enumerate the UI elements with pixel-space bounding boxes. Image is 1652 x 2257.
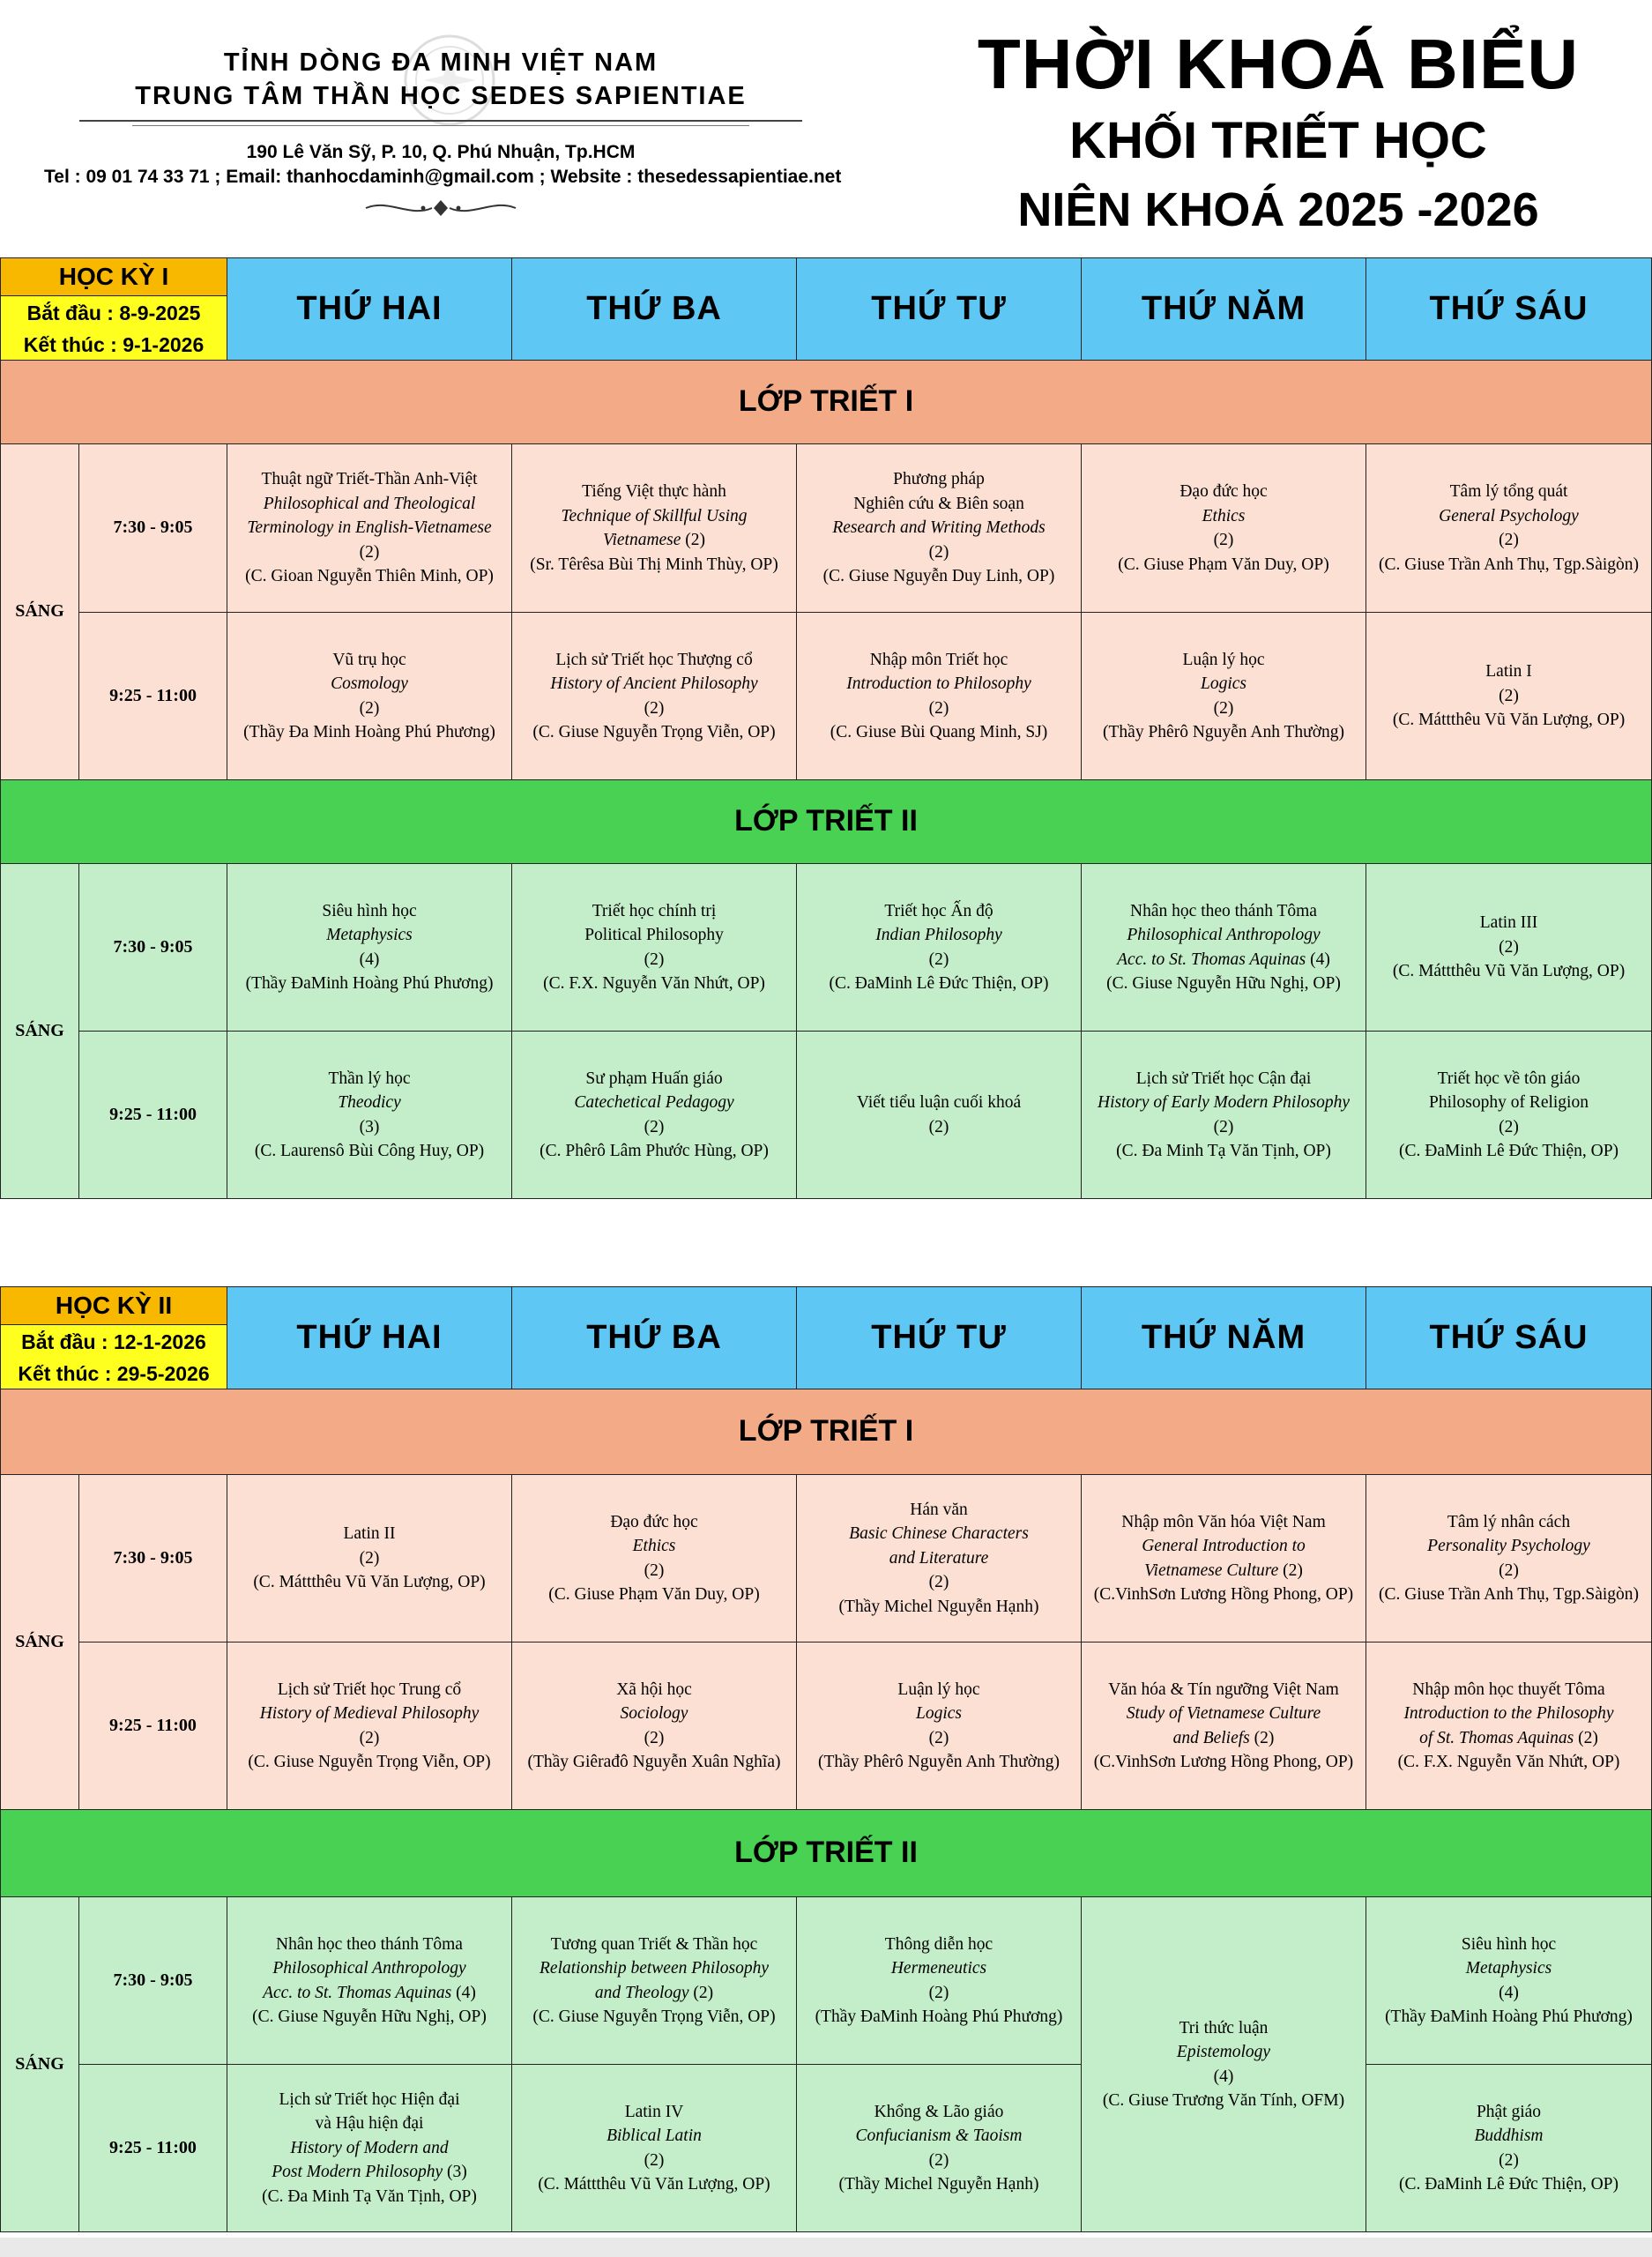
- course-cell: [227, 613, 512, 780]
- time-slot-2: 9:25 - 11:00: [79, 1642, 227, 1810]
- course-name: Nhân học theo thánh Tôma: [1130, 901, 1317, 920]
- page-title: THỜI KHOÁ BIỂU: [977, 25, 1580, 103]
- course-cell: [227, 1475, 512, 1642]
- day-header-thursday: THỨ NĂM: [1082, 258, 1366, 361]
- course-cell: [227, 1897, 512, 2065]
- course-credits: (4): [1306, 950, 1330, 969]
- course-name: Lịch sử Triết học Thượng cổ: [555, 650, 753, 669]
- course-credits: (4): [1213, 2067, 1234, 2086]
- page-subtitle: KHỐI TRIẾT HỌC: [1069, 112, 1487, 169]
- course-credits: (2): [1249, 1728, 1275, 1747]
- course-instructor: (C. Máttthêu Vũ Văn Lượng, OP): [1392, 711, 1626, 730]
- org-province: TỈNH DÒNG ĐA MINH VIỆT NAM: [223, 48, 659, 77]
- class-band-triet-2: LỚP TRIẾT II: [1, 780, 1652, 864]
- course-name: Lịch sử Triết học Hiện đại: [279, 2089, 460, 2109]
- table-row: [1, 1475, 1652, 1642]
- course-credits: (2): [688, 1983, 714, 2002]
- course-name: Viết tiểu luận cuối khoá: [856, 1093, 1022, 1112]
- course-credits: (2): [928, 2150, 949, 2170]
- course-instructor: (C. F.X. Nguyễn Văn Nhứt, OP): [1397, 1753, 1620, 1771]
- course-english: Post Modern Philosophy: [272, 2163, 443, 2182]
- course-english: Cosmology: [331, 674, 408, 693]
- course-name: Xã hội học: [616, 1680, 692, 1699]
- table-row: [1, 1032, 1652, 1199]
- course-credits: (4): [451, 1983, 476, 2002]
- course-english: Sociology: [620, 1704, 688, 1723]
- course-english: Philosophy of Religion: [1429, 1093, 1589, 1112]
- course-cell: [227, 1642, 512, 1810]
- course-instructor: (C. Máttthêu Vũ Văn Lượng, OP): [1392, 962, 1626, 981]
- course-instructor: (C.VinhSơn Lương Hồng Phong, OP): [1093, 1753, 1354, 1771]
- course-credits: (2): [681, 531, 706, 549]
- time-slot-1: 7:30 - 9:05: [79, 864, 227, 1032]
- course-name: Đạo đức học: [610, 1512, 698, 1531]
- course-english: General Psychology: [1439, 506, 1579, 525]
- day-header-friday: THỨ SÁU: [1366, 1287, 1652, 1389]
- course-name: Nhập môn Văn hóa Việt Nam: [1121, 1512, 1326, 1531]
- course-english: Acc. to St. Thomas Aquinas: [1117, 950, 1306, 969]
- course-english: Catechetical Pedagogy: [574, 1093, 734, 1112]
- course-english: Introduction to Philosophy: [846, 674, 1031, 693]
- course-credits: (2): [1499, 686, 1519, 705]
- course-name: Triết học về tôn giáo: [1437, 1069, 1581, 1088]
- course-credits: (2): [1499, 937, 1519, 957]
- semester-start: Bắt đầu : 12-1-2026: [21, 1330, 206, 1353]
- tel-label: Tel :: [44, 167, 86, 187]
- course-name: Tâm lý tổng quát: [1449, 482, 1568, 501]
- course-instructor: (Sr. Têrêsa Bùi Thị Minh Thùy, OP): [530, 555, 778, 574]
- course-cell: [512, 1642, 797, 1810]
- course-instructor: (Thầy Michel Nguyễn Hạnh): [838, 1597, 1039, 1616]
- course-instructor: (C. Giuse Nguyễn Trọng Viễn, OP): [532, 723, 776, 741]
- time-slot-2: 9:25 - 11:00: [79, 613, 227, 780]
- course-english: History of Modern and: [290, 2138, 449, 2157]
- time-slot-2: 9:25 - 11:00: [79, 1032, 227, 1199]
- course-cell: [227, 864, 512, 1032]
- time-slot-1: 7:30 - 9:05: [79, 444, 227, 613]
- course-instructor: (C. Giuse Bùi Quang Minh, SJ): [830, 723, 1048, 741]
- class-band-triet-1: LỚP TRIẾT I: [1, 1389, 1652, 1475]
- course-instructor: (C. Gioan Nguyễn Thiên Minh, OP): [245, 567, 494, 586]
- class-band-triet-1: LỚP TRIẾT I: [1, 361, 1652, 444]
- course-name: Nhân học theo thánh Tôma: [276, 1934, 463, 1954]
- course-cell: [1366, 1475, 1652, 1642]
- course-name: Nhập môn Triết học: [869, 650, 1008, 669]
- session-label: SÁNG: [1, 1475, 79, 1810]
- course-credits: (2): [359, 542, 380, 562]
- course-credits: (2): [928, 698, 949, 718]
- course-instructor: (Thầy Phêrô Nguyễn Anh Thường): [1103, 723, 1344, 741]
- course-instructor: (C. Giuse Phạm Văn Duy, OP): [548, 1585, 760, 1604]
- course-credits: (2): [644, 1728, 665, 1747]
- course-english: Philosophical Anthropology: [272, 1959, 466, 1978]
- course-credits: (3): [443, 2163, 467, 2182]
- course-cell: [1082, 613, 1366, 780]
- course-instructor: (C. Giuse Nguyễn Trọng Viễn, OP): [532, 2007, 776, 2026]
- semester-label: HỌC KỲ I: [1, 258, 227, 296]
- course-credits: (2): [928, 950, 949, 969]
- tel-number: 09 01 74 33 71: [86, 167, 210, 187]
- course-instructor: (C. ĐaMinh Lê Đức Thiện, OP): [1398, 2175, 1619, 2194]
- day-header-wednesday: THỨ TƯ: [797, 258, 1082, 361]
- course-instructor: (C. Laurensô Bùi Công Huy, OP): [254, 1142, 485, 1160]
- page-footer-strip: [0, 2238, 1652, 2257]
- course-credits: (2): [1213, 531, 1234, 549]
- course-credits: (4): [359, 950, 380, 969]
- course-credits: (2): [1499, 531, 1519, 549]
- course-name: Hán văn: [910, 1500, 968, 1519]
- course-english: Indian Philosophy: [875, 926, 1002, 944]
- time-slot-1: 7:30 - 9:05: [79, 1475, 227, 1642]
- website-label: ; Website :: [533, 167, 638, 187]
- course-name: Luận lý học: [897, 1680, 980, 1699]
- course-cell: [1366, 2065, 1652, 2232]
- course-instructor: (Thầy ĐaMinh Hoàng Phú Phương): [1385, 2007, 1633, 2026]
- course-cell: [512, 2065, 797, 2232]
- course-credits: (3): [359, 1117, 380, 1136]
- course-name: Lịch sử Triết học Trung cổ: [277, 1680, 462, 1699]
- course-name: Triết học chính trị: [592, 901, 717, 920]
- course-cell: [1366, 613, 1652, 780]
- course-cell: [227, 2065, 512, 2232]
- course-name: Văn hóa & Tín ngưỡng Việt Nam: [1108, 1680, 1339, 1699]
- course-english: Research and Writing Methods: [832, 518, 1046, 538]
- course-name: Khổng & Lão giáo: [874, 2102, 1004, 2121]
- course-english: Theodicy: [338, 1093, 401, 1112]
- course-cell: [1366, 1642, 1652, 1810]
- time-slot-1: 7:30 - 9:05: [79, 1897, 227, 2065]
- course-english: History of Medieval Philosophy: [259, 1704, 480, 1723]
- course-name: Tiếng Việt thực hành: [582, 482, 726, 501]
- course-credits: (2): [1278, 1561, 1303, 1580]
- day-header-monday: THỨ HAI: [227, 1287, 512, 1389]
- course-name: Tâm lý nhân cách: [1447, 1512, 1571, 1531]
- course-cell: [1366, 1897, 1652, 2065]
- course-credits: (4): [1499, 1983, 1519, 2002]
- course-name: Latin III: [1479, 913, 1538, 933]
- course-credits: (2): [928, 1728, 949, 1747]
- course-english: Vietnamese: [602, 531, 681, 549]
- course-instructor: (C. Giuse Trần Anh Thụ, Tgp.Sàigòn): [1378, 1585, 1640, 1604]
- course-instructor: (Thầy Phêrô Nguyễn Anh Thường): [818, 1753, 1060, 1771]
- course-name: Thông diễn học: [884, 1934, 993, 1954]
- course-credits: (2): [928, 1117, 949, 1136]
- course-instructor: (C. Máttthêu Vũ Văn Lượng, OP): [253, 1573, 486, 1592]
- day-header-friday: THỨ SÁU: [1366, 258, 1652, 361]
- course-instructor: (Thầy Michel Nguyễn Hạnh): [838, 2175, 1039, 2194]
- course-english: Epistemology: [1176, 2043, 1271, 2061]
- course-english: Philosophical and Theological: [263, 494, 476, 513]
- divider: [79, 120, 802, 122]
- course-instructor: (C. ĐaMinh Lê Đức Thiện, OP): [1398, 1142, 1619, 1160]
- day-header-wednesday: THỨ TƯ: [797, 1287, 1082, 1389]
- course-name: Thuật ngữ Triết-Thần Anh-Việt: [261, 470, 478, 489]
- table-row: [1, 1897, 1652, 2065]
- course-english: Logics: [1201, 674, 1247, 693]
- course-english: Terminology in English-Vietnamese: [247, 518, 492, 538]
- course-instructor: (Thầy ĐaMinh Hoàng Phú Phương): [245, 974, 494, 993]
- course-english: Introduction to the Philosophy: [1403, 1704, 1614, 1723]
- course-english: Metaphysics: [326, 926, 413, 944]
- semester-start: Bắt đầu : 8-9-2025: [26, 302, 201, 324]
- course-credits: (2): [359, 1728, 380, 1747]
- course-credits: (2): [1574, 1728, 1598, 1747]
- course-cell: [1082, 1475, 1366, 1642]
- website-address: thesedessapientiae.net: [637, 167, 842, 187]
- course-instructor: (C. Giuse Nguyễn Hữu Nghị, OP): [252, 2007, 487, 2026]
- session-label: SÁNG: [1, 444, 79, 780]
- course-instructor: (C. F.X. Nguyễn Văn Nhứt, OP): [543, 974, 765, 993]
- course-instructor: (C. Phêrô Lâm Phước Hùng, OP): [540, 1142, 769, 1160]
- course-name: Latin II: [343, 1524, 396, 1544]
- course-instructor: (C. Giuse Nguyễn Hữu Nghị, OP): [1106, 974, 1341, 993]
- course-english: Confucianism & Taoism: [855, 2127, 1023, 2145]
- course-english: and Literature: [889, 1548, 989, 1568]
- course-name: Luận lý học: [1182, 650, 1265, 669]
- course-cell: [797, 2065, 1082, 2232]
- course-credits: (2): [644, 1117, 665, 1136]
- course-name: Phật giáo: [1476, 2102, 1542, 2121]
- course-english: Study of Vietnamese Culture: [1126, 1704, 1321, 1723]
- table-row: [1, 613, 1652, 780]
- course-instructor: (Thầy ĐaMinh Hoàng Phú Phương): [815, 2007, 1063, 2026]
- course-instructor: (C. Máttthêu Vũ Văn Lượng, OP): [538, 2175, 770, 2194]
- course-english: Buddhism: [1474, 2127, 1544, 2145]
- table-row: [1, 2065, 1652, 2232]
- course-instructor: (C. Giuse Phạm Văn Duy, OP): [1118, 555, 1329, 574]
- course-english: Hermeneutics: [890, 1959, 987, 1978]
- course-english: History of Early Modern Philosophy: [1098, 1093, 1350, 1112]
- course-name: Sư phạm Huấn giáo: [585, 1069, 723, 1088]
- course-cell: [1082, 1642, 1366, 1810]
- day-header-monday: THỨ HAI: [227, 258, 512, 361]
- course-english: Biblical Latin: [606, 2127, 702, 2145]
- course-credits: (2): [1499, 1117, 1519, 1136]
- course-english: Technique of Skillful Using: [561, 506, 748, 525]
- course-credits: (2): [928, 1573, 949, 1592]
- contact-line: [44, 165, 842, 190]
- course-instructor: (C.VinhSơn Lương Hồng Phong, OP): [1093, 1585, 1354, 1604]
- course-credits: (2): [359, 1548, 380, 1568]
- course-instructor: (C. Đa Minh Tạ Văn Tịnh, OP): [1116, 1142, 1331, 1160]
- course-name: Vũ trụ học: [332, 650, 406, 669]
- course-name: Siêu hình học: [1461, 1934, 1557, 1954]
- email-address: thanhocdaminh@gmail.com: [286, 167, 534, 187]
- course-instructor: (C. Giuse Nguyễn Trọng Viễn, OP): [248, 1753, 491, 1771]
- table-row: [1, 864, 1652, 1032]
- course-credits: (2): [1213, 698, 1234, 718]
- org-center: TRUNG TÂM THẦN HỌC SEDES SAPIENTIAE: [135, 82, 747, 110]
- semester-end: Kết thúc : 9-1-2026: [23, 333, 205, 356]
- session-label: SÁNG: [1, 864, 79, 1199]
- course-cell: [1366, 444, 1652, 613]
- course-name: Lịch sử Triết học Cận đại: [1135, 1069, 1312, 1088]
- table-row: [1, 1642, 1652, 1810]
- course-english: Logics: [915, 1704, 962, 1723]
- course-name: Phương pháp: [893, 470, 985, 489]
- course-name: Tương quan Triết & Thần học: [550, 1934, 758, 1954]
- session-label: SÁNG: [1, 1897, 79, 2232]
- course-name: Triết học Ấn độ: [884, 901, 993, 920]
- semester-label: HỌC KỲ II: [1, 1287, 227, 1325]
- day-header-thursday: THỨ NĂM: [1082, 1287, 1366, 1389]
- course-english: Metaphysics: [1465, 1959, 1552, 1978]
- course-credits: (2): [644, 2150, 665, 2170]
- course-cell: [512, 613, 797, 780]
- class-band-triet-2: LỚP TRIẾT II: [1, 1810, 1652, 1897]
- course-cell: [1082, 1897, 1366, 2232]
- course-instructor: (C. ĐaMinh Lê Đức Thiện, OP): [829, 974, 1049, 993]
- course-credits: (2): [928, 1983, 949, 2002]
- page-header: [0, 0, 1652, 257]
- course-credits: (2): [644, 950, 665, 969]
- course-cell: [797, 1475, 1082, 1642]
- course-cell: [512, 1032, 797, 1199]
- course-english: Philosophical Anthropology: [1127, 926, 1321, 944]
- course-cell: [227, 1032, 512, 1199]
- course-cell: [1082, 444, 1366, 613]
- course-instructor: (C. Giuse Nguyễn Duy Linh, OP): [822, 567, 1055, 586]
- course-name: Thần lý học: [328, 1069, 411, 1088]
- course-cell: [512, 1475, 797, 1642]
- course-credits: (2): [359, 698, 380, 718]
- course-english: Basic Chinese Characters: [849, 1524, 1029, 1544]
- course-english: History of Ancient Philosophy: [550, 674, 758, 693]
- course-cell: [797, 1897, 1082, 2065]
- course-name: Latin IV: [624, 2102, 684, 2121]
- course-english: of St. Thomas Aquinas: [1419, 1728, 1574, 1747]
- course-instructor: (Thầy Giêrađô Nguyễn Xuân Nghĩa): [527, 1753, 781, 1771]
- divider: [132, 125, 749, 126]
- course-cell: [512, 444, 797, 613]
- schedule-title-block: [917, 25, 1640, 243]
- course-english: Acc. to St. Thomas Aquinas: [263, 1983, 452, 2002]
- course-cell: [797, 1642, 1082, 1810]
- semester-2-table: [0, 1286, 1652, 2232]
- course-credits: (2): [1213, 1117, 1234, 1136]
- course-credits: (2): [1499, 2150, 1519, 2170]
- course-instructor: (C. Đa Minh Tạ Văn Tịnh, OP): [262, 2186, 477, 2206]
- course-cell: [1082, 864, 1366, 1032]
- time-slot-2: 9:25 - 11:00: [79, 2065, 227, 2232]
- course-cell: [1366, 864, 1652, 1032]
- course-cell: [797, 864, 1082, 1032]
- course-instructor: (Thầy Đa Minh Hoàng Phú Phương): [243, 723, 495, 741]
- course-cell: [1366, 1032, 1652, 1199]
- ornament-icon: [361, 197, 520, 220]
- course-cell: [797, 1032, 1082, 1199]
- course-name: và Hậu hiện đại: [315, 2114, 424, 2134]
- semester-info: [1, 1287, 227, 1389]
- email-label: ; Email:: [209, 167, 287, 187]
- course-instructor: (C. Giuse Trương Văn Tính, OFM): [1102, 2091, 1345, 2110]
- course-english: Personality Psychology: [1427, 1537, 1590, 1555]
- semester-end: Kết thúc : 29-5-2026: [18, 1362, 210, 1385]
- table-header-row: [1, 258, 1652, 361]
- course-cell: [797, 613, 1082, 780]
- course-english: and Theology: [594, 1983, 689, 2002]
- course-name: Nhập môn học thuyết Tôma: [1412, 1680, 1605, 1699]
- course-name: Siêu hình học: [322, 901, 417, 920]
- course-name: Đạo đức học: [1179, 482, 1268, 501]
- course-credits: (2): [644, 698, 665, 718]
- course-credits: (2): [1499, 1561, 1519, 1580]
- course-instructor: (C. Giuse Trần Anh Thụ, Tgp.Sàigòn): [1378, 555, 1640, 574]
- course-cell: [227, 444, 512, 613]
- course-english: General Introduction to: [1142, 1537, 1306, 1555]
- day-header-tuesday: THỨ BA: [512, 1287, 797, 1389]
- course-cell: [797, 444, 1082, 613]
- semester-info: [1, 258, 227, 361]
- course-cell: [512, 864, 797, 1032]
- course-english: Vietnamese Culture: [1144, 1561, 1279, 1580]
- course-name: Latin I: [1485, 662, 1532, 682]
- course-english: Political Philosophy: [584, 926, 724, 944]
- table-header-row: [1, 1287, 1652, 1389]
- course-english: Ethics: [632, 1537, 676, 1555]
- course-credits: (2): [644, 1561, 665, 1580]
- table-row: [1, 444, 1652, 613]
- course-english: Relationship between Philosophy: [540, 1959, 769, 1978]
- course-name: Tri thức luận: [1179, 2018, 1269, 2037]
- course-cell: [1082, 1032, 1366, 1199]
- semester-1-table: [0, 257, 1652, 1199]
- course-name: Nghiên cứu & Biên soạn: [853, 494, 1024, 513]
- course-credits: (2): [928, 542, 949, 562]
- course-english: and Beliefs: [1172, 1728, 1250, 1747]
- course-cell: [512, 1897, 797, 2065]
- organization-block: [44, 46, 842, 220]
- course-english: Ethics: [1202, 506, 1246, 525]
- academic-year: NIÊN KHOÁ 2025 -2026: [1017, 183, 1539, 236]
- day-header-tuesday: THỨ BA: [512, 258, 797, 361]
- address: 190 Lê Văn Sỹ, P. 10, Q. Phú Nhuận, Tp.HCM: [246, 142, 636, 162]
